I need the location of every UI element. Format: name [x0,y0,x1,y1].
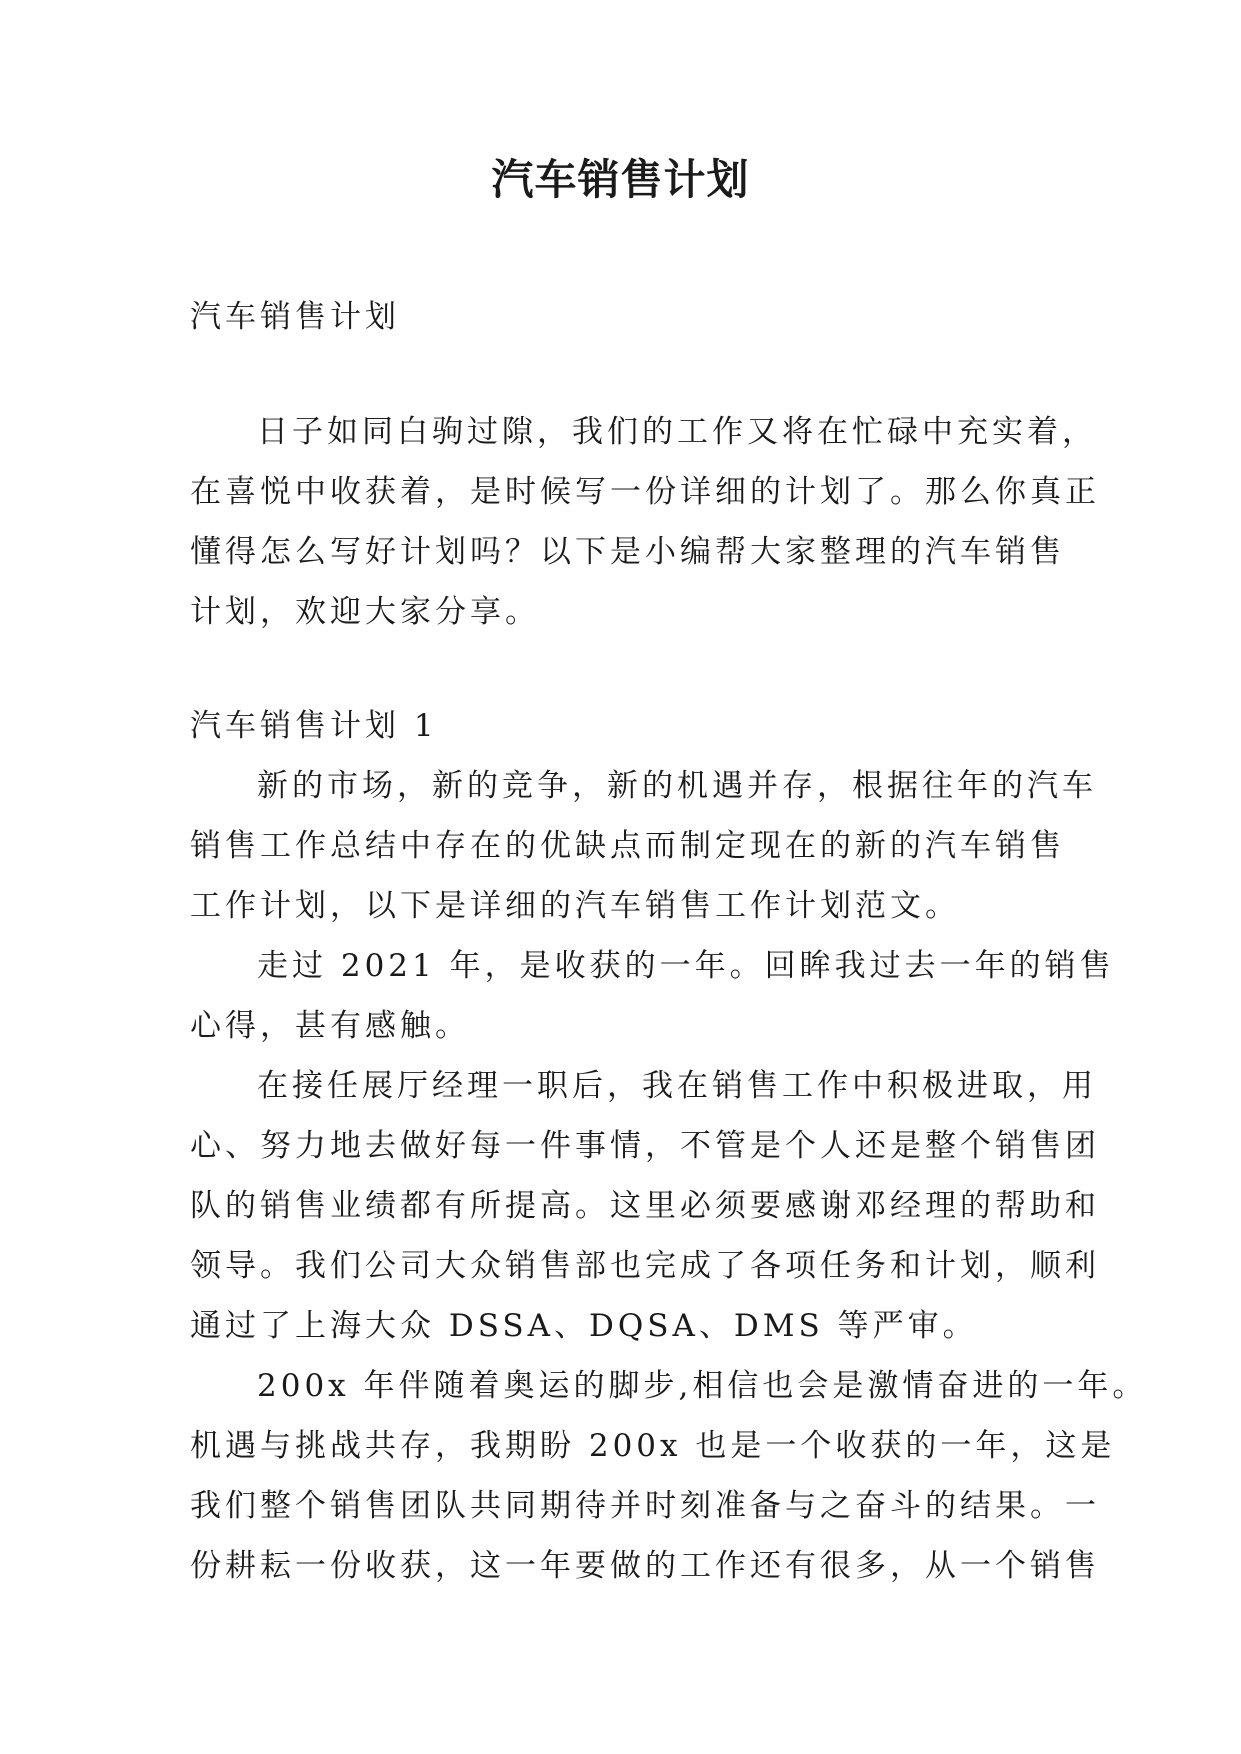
body-line-12: 机遇与挑战共存，我期盼 200x 也是一个收获的一年，这是 [190,1428,1116,1464]
body-line-4: 走过 2021 年，是收获的一年。回眸我过去一年的销售 [257,948,1115,984]
body-line-10: 通过了上海大众 DSSA、DQSA、DMS 等严审。 [190,1308,978,1344]
intro-line-1: 日子如同白驹过隙，我们的工作又将在忙碌中充实着， [257,414,1097,450]
intro-line-2: 在喜悦中收获着，是时候写一份详细的计划了。那么你真正 [190,474,1100,510]
page-title: 汽车销售计划 [491,155,750,204]
body-line-6: 在接任展厅经理一职后，我在销售工作中积极进取，用 [257,1068,1097,1104]
body-line-7: 心、努力地去做好每一件事情，不管是个人还是整个销售团 [190,1128,1100,1164]
body-line-9: 领导。我们公司大众销售部也完成了各项任务和计划，顺利 [190,1248,1100,1284]
body-line-1: 新的市场，新的竞争，新的机遇并存，根据往年的汽车 [257,768,1097,804]
body-line-14: 份耕耘一份收获，这一年要做的工作还有很多，从一个销售 [190,1548,1100,1584]
document-subtitle: 汽车销售计划 [190,299,400,335]
body-line-2: 销售工作总结中存在的优缺点而制定现在的新的汽车销售 [190,828,1065,864]
body-line-8: 队的销售业绩都有所提高。这里必须要感谢邓经理的帮助和 [190,1188,1100,1224]
body-line-3: 工作计划，以下是详细的汽车销售工作计划范文。 [190,888,960,924]
intro-line-3: 懂得怎么写好计划吗？以下是小编帮大家整理的汽车销售 [190,534,1065,570]
body-line-11: 200x 年伴随着奥运的脚步,相信也会是激情奋进的一年。 [257,1368,1148,1404]
body-line-13: 我们整个销售团队共同期待并时刻准备与之奋斗的结果。一 [190,1488,1100,1524]
body-line-5: 心得，甚有感触。 [190,1008,470,1044]
intro-line-4: 计划，欢迎大家分享。 [190,594,540,630]
section-heading: 汽车销售计划 1 [190,708,438,744]
